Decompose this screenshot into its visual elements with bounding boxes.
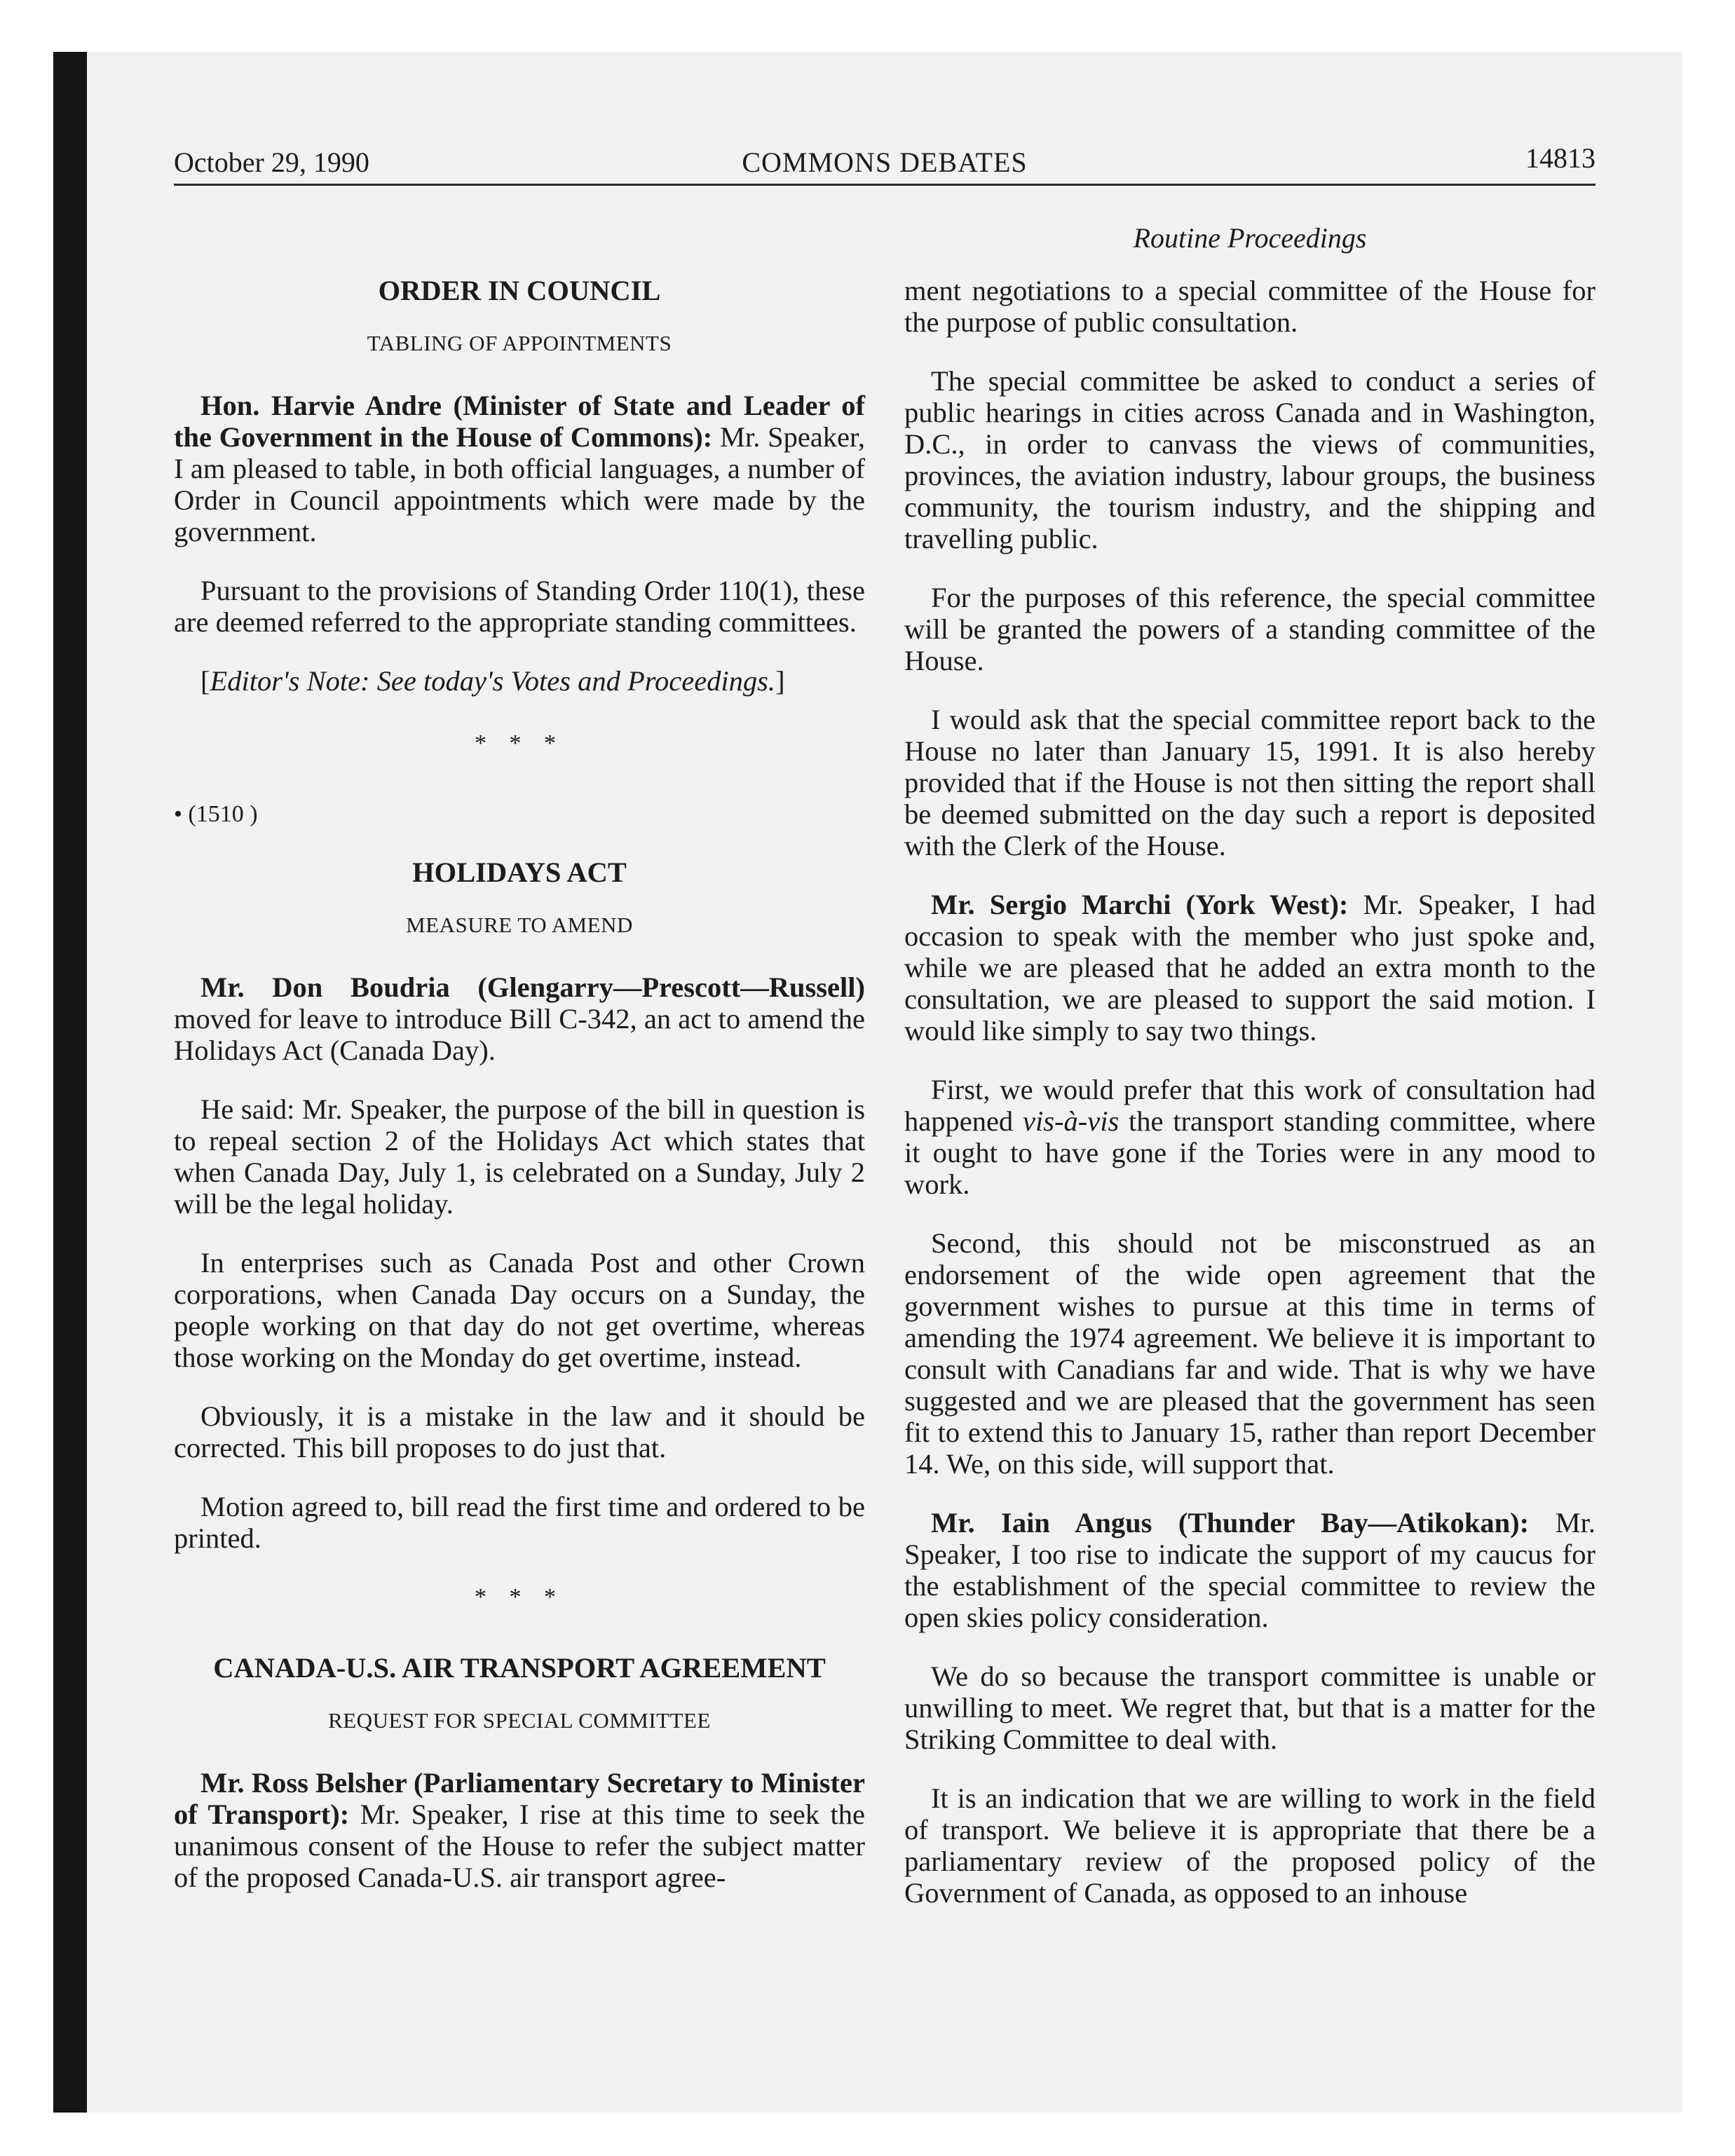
indication-paragraph: It is an indication that we are willing to work in the field of transport. We believe it is appropriate that there be a parliamentary review of the proposed policy of the Government of Canada, as opposed to an inhouse [904,1782,1595,1909]
left-column [174,275,865,1893]
angus-text: Mr. Speaker, I too rise to indicate the support of my caucus for the establishment of the special committee to review the open skies policy consideration. [904,1507,1595,1633]
boudria-paragraph [174,971,865,1066]
andre-speaker: Hon. Harvie Andre (Minister of State and Leader of the Government in the House of Commons): [174,390,865,453]
report-paragraph: I would ask that the special committee report back to the House no later than January 15, 1991. It is also hereby provided that if the House is not then sitting the report shall be deemed submitted on the day such a report is deposited with the Clerk of the House. [904,704,1595,861]
section-label: Routine Proceedings [1133,222,1367,254]
belsher-paragraph [174,1767,865,1893]
holidays-act-heading: HOLIDAYS ACT [412,857,627,888]
marchi-paragraph [904,889,1595,1046]
page-header [174,140,1595,186]
right-column [904,275,1595,1909]
belsher-speaker: Mr. Ross Belsher (Parliamentary Secretary to Minister of Transport): [174,1767,865,1830]
header-date: October 29, 1990 [174,146,369,178]
section-separator: * * * [475,730,564,756]
editors-note: [Editor's Note: See today's Votes and Proceedings.] [200,665,785,697]
section-separator-2: * * * [475,1584,564,1610]
boudria-text: moved for leave to introduce Bill C-342, an act to amend the Holidays Act (Canada Day). [174,1003,865,1066]
obviously-paragraph: Obviously, it is a mistake in the law and it should be corrected. This bill proposes to do just that. [174,1400,865,1464]
motion-paragraph: Motion agreed to, bill read the first time and ordered to be printed. [174,1491,865,1554]
andre-text: Mr. Speaker, I am pleased to table, in both official languages, a number of Order in Council appointments which were made by the government. [174,421,865,547]
we-do-so-paragraph: We do so because the transport committee is unable or unwilling to meet. We regret that, but that is a matter for the Striking Committee to deal with. [904,1660,1595,1755]
he-said-paragraph: He said: Mr. Speaker, the purpose of the bill in question is to repeal section 2 of the Holidays Act which states that when Canada Day, July 1, is celebrated on a Sunday, July 2 will be the legal holiday. [174,1093,865,1220]
time-marker: • (1510 ) [174,801,258,827]
special-hearings-paragraph: The special committee be asked to conduct a series of public hearings in cities across Canada and in Washington, D.C., in order to canvass the views of communities, provinces, the aviation industry, labour groups, the business community, the tourism industry, and the shipping and travelling public. [904,365,1595,554]
order-in-council-subheading: TABLING OF APPOINTMENTS [367,331,672,355]
air-transport-heading: CANADA-U.S. AIR TRANSPORT AGREEMENT [213,1652,826,1684]
andre-paragraph [174,390,865,547]
continuation-paragraph: ment negotiations to a special committee of the House for the purpose of public consultation. [904,275,1595,338]
angus-speaker: Mr. Iain Angus (Thunder Bay—Atikokan): [931,1507,1530,1538]
belsher-text: Mr. Speaker, I rise at this time to seek the unanimous consent of the House to refer the subject matter of the proposed Canada-U.S. air transport agree- [174,1799,865,1893]
order-in-council-heading: ORDER IN COUNCIL [378,275,661,306]
page-number: 14813 [1525,142,1595,174]
enterprises-paragraph: In enterprises such as Canada Post and other Crown corporations, when Canada Day occurs on a Sunday, the people working on that day do not get overtime, whereas those working on the Monday do get overtime, instead. [174,1247,865,1373]
vis-a-vis-italic: vis-à-vis [1023,1105,1120,1137]
air-transport-subheading: REQUEST FOR SPECIAL COMMITTEE [328,1708,711,1733]
powers-paragraph: For the purposes of this reference, the special committee will be granted the powers of a standing committee of the House. [904,582,1595,676]
second-paragraph: Second, this should not be misconstrued as an endorsement of the wide open agreement that the government wishes to pursue at this time in terms of amending the 1974 agreement. We believe it is important to consult with Canadians far and wide. That is why we have suggested and we are pleased that the government has seen fit to extend this to January 15, rather than report December 14. We, on this side, will support that. [904,1227,1595,1480]
pursuant-paragraph: Pursuant to the provisions of Standing Order 110(1), these are deemed referred to the appropriate standing committees. [174,575,865,638]
marchi-text: Mr. Speaker, I had occasion to speak with the member who just spoke and, while we are pleased that he added an extra month to the consultation, we are pleased to support the said motion. I would like simply to say two things. [904,889,1595,1046]
marchi-speaker: Mr. Sergio Marchi (York West): [931,889,1349,920]
first-paragraph: First, we would prefer that this work of consultation had happened vis-à-vis the transport standing committee, where it ought to have gone if the Tories were in any mood to work. [904,1074,1595,1200]
header-publication: COMMONS DEBATES [742,146,1028,178]
editors-note-text: Editor's Note: See today's Votes and Proceedings. [210,665,776,697]
scan-edge-shadow [53,52,87,2113]
holidays-act-subheading: MEASURE TO AMEND [406,913,633,937]
boudria-speaker: Mr. Don Boudria (Glengarry—Prescott—Russell) [200,971,865,1003]
angus-paragraph [904,1507,1595,1633]
